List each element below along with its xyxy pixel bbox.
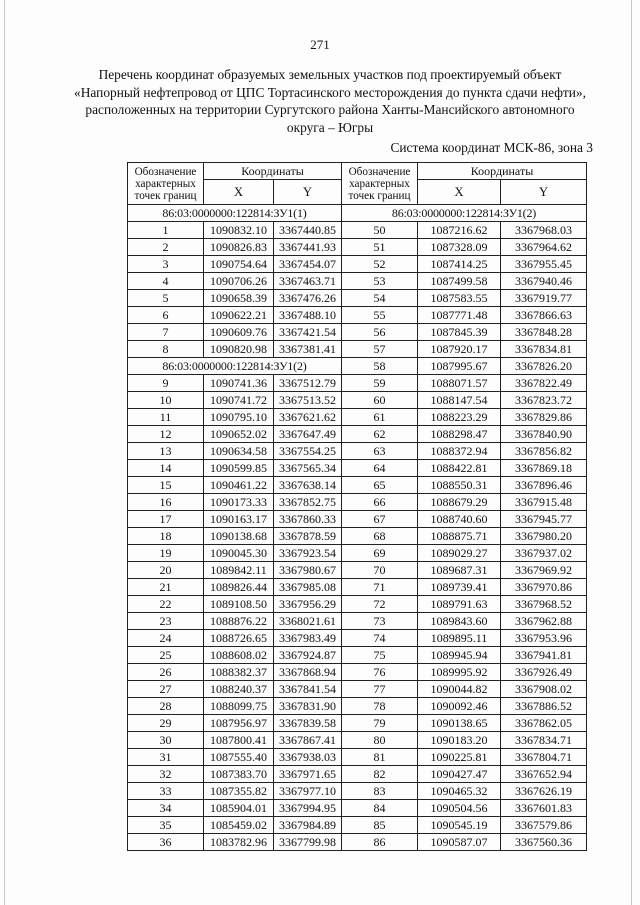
coord-x-right: 1087414.25 bbox=[418, 256, 501, 273]
coord-x-right: 1088372.94 bbox=[418, 443, 501, 460]
point-number-left: 33 bbox=[128, 783, 204, 800]
point-number-right: 53 bbox=[342, 273, 418, 290]
coord-x-left: 1090622.21 bbox=[204, 307, 274, 324]
table-row bbox=[128, 664, 587, 681]
coord-x-right: 1088740.60 bbox=[418, 511, 501, 528]
header-y-right: Y bbox=[501, 180, 587, 205]
coord-y-right: 3367896.46 bbox=[501, 477, 587, 494]
coord-y-right: 3367941.81 bbox=[501, 647, 587, 664]
coord-x-right: 1088422.81 bbox=[418, 460, 501, 477]
table-row bbox=[128, 426, 587, 443]
point-number-left: 23 bbox=[128, 613, 204, 630]
table-row bbox=[128, 205, 587, 222]
coord-y-right: 3367953.96 bbox=[501, 630, 587, 647]
point-number-right: 83 bbox=[342, 783, 418, 800]
point-number-right: 73 bbox=[342, 613, 418, 630]
coord-y-right: 3367829.86 bbox=[501, 409, 587, 426]
point-number-right: 52 bbox=[342, 256, 418, 273]
coord-y-right: 3367937.02 bbox=[501, 545, 587, 562]
point-number-right: 64 bbox=[342, 460, 418, 477]
coord-x-left: 1088099.75 bbox=[204, 698, 274, 715]
coord-x-left: 1089826.44 bbox=[204, 579, 274, 596]
point-number-left: 1 bbox=[128, 222, 204, 239]
coord-y-right: 3367866.63 bbox=[501, 307, 587, 324]
coord-x-left: 1083782.96 bbox=[204, 834, 274, 851]
coord-y-left: 3367565.34 bbox=[274, 460, 342, 477]
coord-x-left: 1088726.65 bbox=[204, 630, 274, 647]
coord-x-left: 1090045.30 bbox=[204, 545, 274, 562]
coord-x-left: 1090634.58 bbox=[204, 443, 274, 460]
coord-y-left: 3367441.93 bbox=[274, 239, 342, 256]
point-number-right: 71 bbox=[342, 579, 418, 596]
coord-x-right: 1090587.07 bbox=[418, 834, 501, 851]
coord-x-right: 1089995.92 bbox=[418, 664, 501, 681]
coord-y-right: 3367840.90 bbox=[501, 426, 587, 443]
coord-y-left: 3367647.49 bbox=[274, 426, 342, 443]
coordinates-table bbox=[127, 162, 587, 851]
point-number-left: 29 bbox=[128, 715, 204, 732]
coord-y-right: 3367968.52 bbox=[501, 596, 587, 613]
table-row bbox=[128, 783, 587, 800]
coord-y-right: 3367969.92 bbox=[501, 562, 587, 579]
coord-y-left: 3367994.95 bbox=[274, 800, 342, 817]
table-row bbox=[128, 698, 587, 715]
point-number-left: 14 bbox=[128, 460, 204, 477]
point-number-left: 25 bbox=[128, 647, 204, 664]
point-number-right: 57 bbox=[342, 341, 418, 358]
point-number-right: 60 bbox=[342, 392, 418, 409]
coord-y-right: 3367652.94 bbox=[501, 766, 587, 783]
coord-x-left: 1088382.37 bbox=[204, 664, 274, 681]
coord-x-right: 1088071.57 bbox=[418, 375, 501, 392]
point-number-right: 59 bbox=[342, 375, 418, 392]
coord-y-right: 3367980.20 bbox=[501, 528, 587, 545]
coord-x-right: 1088223.29 bbox=[418, 409, 501, 426]
point-number-left: 19 bbox=[128, 545, 204, 562]
coord-y-right: 3367560.36 bbox=[501, 834, 587, 851]
coord-y-left: 3367513.52 bbox=[274, 392, 342, 409]
table-row bbox=[128, 834, 587, 851]
coord-x-right: 1089029.27 bbox=[418, 545, 501, 562]
coord-y-right: 3367940.46 bbox=[501, 273, 587, 290]
table-row bbox=[128, 239, 587, 256]
point-number-right: 74 bbox=[342, 630, 418, 647]
table-row bbox=[128, 477, 587, 494]
coord-x-right: 1089895.11 bbox=[418, 630, 501, 647]
coord-x-right: 1090183.20 bbox=[418, 732, 501, 749]
coord-x-left: 1090832.10 bbox=[204, 222, 274, 239]
coord-x-left: 1090820.98 bbox=[204, 341, 274, 358]
coord-y-right: 3367626.19 bbox=[501, 783, 587, 800]
point-number-left: 12 bbox=[128, 426, 204, 443]
title-line: «Напорный нефтепровод от ЦПС Тортасинского месторождения до пункта сдачи нефти», bbox=[74, 84, 586, 100]
coordinate-system-label: Система координат МСК-86, зона 3 bbox=[390, 140, 593, 155]
coord-y-left: 3367621.62 bbox=[274, 409, 342, 426]
coord-x-right: 1087995.67 bbox=[418, 358, 501, 375]
point-number-right: 51 bbox=[342, 239, 418, 256]
coord-x-right: 1089945.94 bbox=[418, 647, 501, 664]
coord-y-left: 3367476.26 bbox=[274, 290, 342, 307]
coord-x-left: 1087956.97 bbox=[204, 715, 274, 732]
coord-y-right: 3367579.86 bbox=[501, 817, 587, 834]
coord-x-left: 1087355.82 bbox=[204, 783, 274, 800]
coord-x-left: 1089108.50 bbox=[204, 596, 274, 613]
coord-x-left: 1090706.26 bbox=[204, 273, 274, 290]
point-number-right: 81 bbox=[342, 749, 418, 766]
title-line: Перечень координат образуемых земельных участков под проектируемый объект bbox=[98, 67, 562, 82]
coord-y-left: 3367868.94 bbox=[274, 664, 342, 681]
coord-x-right: 1087328.09 bbox=[418, 239, 501, 256]
coord-x-right: 1089687.31 bbox=[418, 562, 501, 579]
point-number-right: 50 bbox=[342, 222, 418, 239]
point-number-left: 36 bbox=[128, 834, 204, 851]
coord-x-right: 1088550.31 bbox=[418, 477, 501, 494]
coord-y-right: 3367856.82 bbox=[501, 443, 587, 460]
section-label-right: 86:03:0000000:122814:ЗУ1(2) bbox=[342, 205, 587, 222]
point-number-right: 78 bbox=[342, 698, 418, 715]
table-row bbox=[128, 681, 587, 698]
table-row bbox=[128, 375, 587, 392]
coord-x-left: 1090741.36 bbox=[204, 375, 274, 392]
coord-y-right: 3367848.28 bbox=[501, 324, 587, 341]
point-number-left: 22 bbox=[128, 596, 204, 613]
table-row bbox=[128, 341, 587, 358]
coord-y-left: 3367860.33 bbox=[274, 511, 342, 528]
coord-x-right: 1087845.39 bbox=[418, 324, 501, 341]
coord-x-left: 1088608.02 bbox=[204, 647, 274, 664]
point-number-left: 13 bbox=[128, 443, 204, 460]
table-row bbox=[128, 511, 587, 528]
coord-y-left: 3367956.29 bbox=[274, 596, 342, 613]
coord-y-right: 3367869.18 bbox=[501, 460, 587, 477]
point-number-right: 56 bbox=[342, 324, 418, 341]
coord-y-left: 3367841.54 bbox=[274, 681, 342, 698]
point-number-right: 58 bbox=[342, 358, 418, 375]
coord-x-right: 1090504.56 bbox=[418, 800, 501, 817]
point-number-right: 72 bbox=[342, 596, 418, 613]
point-number-right: 76 bbox=[342, 664, 418, 681]
coord-y-right: 3367962.88 bbox=[501, 613, 587, 630]
point-number-right: 68 bbox=[342, 528, 418, 545]
table-row bbox=[128, 749, 587, 766]
coord-y-left: 3367971.65 bbox=[274, 766, 342, 783]
coord-y-right: 3367926.49 bbox=[501, 664, 587, 681]
coord-y-right: 3367822.49 bbox=[501, 375, 587, 392]
coord-y-right: 3367915.48 bbox=[501, 494, 587, 511]
table-row bbox=[128, 613, 587, 630]
coord-y-left: 3367852.75 bbox=[274, 494, 342, 511]
table-row bbox=[128, 579, 587, 596]
coord-x-left: 1090795.10 bbox=[204, 409, 274, 426]
scan-edge-right bbox=[631, 0, 632, 905]
coord-y-left: 3367463.71 bbox=[274, 273, 342, 290]
section-label-left: 86:03:0000000:122814:ЗУ1(1) bbox=[128, 205, 342, 222]
coord-y-right: 3367908.02 bbox=[501, 681, 587, 698]
coord-x-right: 1087920.17 bbox=[418, 341, 501, 358]
coord-x-right: 1089739.41 bbox=[418, 579, 501, 596]
coord-y-right: 3367601.83 bbox=[501, 800, 587, 817]
table-row bbox=[128, 409, 587, 426]
coord-x-right: 1090044.82 bbox=[418, 681, 501, 698]
table-row bbox=[128, 307, 587, 324]
point-number-left: 5 bbox=[128, 290, 204, 307]
point-number-right: 70 bbox=[342, 562, 418, 579]
coord-x-left: 1090173.33 bbox=[204, 494, 274, 511]
table-row bbox=[128, 222, 587, 239]
header-coordinates-right: Координаты bbox=[418, 163, 587, 180]
coord-x-left: 1089842.11 bbox=[204, 562, 274, 579]
point-number-right: 82 bbox=[342, 766, 418, 783]
table-row bbox=[128, 817, 587, 834]
point-number-left: 8 bbox=[128, 341, 204, 358]
point-number-left: 16 bbox=[128, 494, 204, 511]
point-number-left: 9 bbox=[128, 375, 204, 392]
point-number-left: 35 bbox=[128, 817, 204, 834]
coord-x-right: 1087499.58 bbox=[418, 273, 501, 290]
point-number-right: 67 bbox=[342, 511, 418, 528]
point-number-left: 32 bbox=[128, 766, 204, 783]
point-number-left: 3 bbox=[128, 256, 204, 273]
point-number-right: 69 bbox=[342, 545, 418, 562]
document-title bbox=[60, 66, 600, 136]
coord-y-left: 3367638.14 bbox=[274, 477, 342, 494]
coord-x-right: 1090465.32 bbox=[418, 783, 501, 800]
point-number-right: 63 bbox=[342, 443, 418, 460]
table-row bbox=[128, 528, 587, 545]
point-number-left: 30 bbox=[128, 732, 204, 749]
point-number-left: 26 bbox=[128, 664, 204, 681]
coord-x-left: 1085904.01 bbox=[204, 800, 274, 817]
coord-x-right: 1089843.60 bbox=[418, 613, 501, 630]
scan-edge-left bbox=[4, 0, 5, 905]
table-row bbox=[128, 596, 587, 613]
coord-x-right: 1088147.54 bbox=[418, 392, 501, 409]
coord-x-left: 1090163.17 bbox=[204, 511, 274, 528]
coord-y-right: 3367955.45 bbox=[501, 256, 587, 273]
coord-y-left: 3367985.08 bbox=[274, 579, 342, 596]
table-row bbox=[128, 256, 587, 273]
title-line: расположенных на территории Сургутского района Ханты-Мансийского автономного bbox=[85, 102, 575, 117]
coord-x-right: 1090545.19 bbox=[418, 817, 501, 834]
coord-y-left: 3367488.10 bbox=[274, 307, 342, 324]
table-row bbox=[128, 732, 587, 749]
coord-y-right: 3367945.77 bbox=[501, 511, 587, 528]
table-row bbox=[128, 358, 587, 375]
coord-y-left: 3367799.98 bbox=[274, 834, 342, 851]
coord-x-right: 1090225.81 bbox=[418, 749, 501, 766]
table-row bbox=[128, 443, 587, 460]
point-number-right: 54 bbox=[342, 290, 418, 307]
table-row bbox=[128, 766, 587, 783]
point-number-left: 10 bbox=[128, 392, 204, 409]
point-number-left: 17 bbox=[128, 511, 204, 528]
header-coordinates-left: Координаты bbox=[204, 163, 342, 180]
coord-y-left: 3367923.54 bbox=[274, 545, 342, 562]
coord-y-right: 3367968.03 bbox=[501, 222, 587, 239]
point-number-left: 20 bbox=[128, 562, 204, 579]
point-number-left: 11 bbox=[128, 409, 204, 426]
coord-y-right: 3367919.77 bbox=[501, 290, 587, 307]
header-point-right: Обозначение характерных точек границ bbox=[342, 163, 418, 205]
table-row bbox=[128, 324, 587, 341]
coord-x-right: 1090138.65 bbox=[418, 715, 501, 732]
coord-x-left: 1088876.22 bbox=[204, 613, 274, 630]
coord-x-left: 1085459.02 bbox=[204, 817, 274, 834]
coord-y-left: 3367980.67 bbox=[274, 562, 342, 579]
coord-x-left: 1090609.76 bbox=[204, 324, 274, 341]
coord-y-left: 3367878.59 bbox=[274, 528, 342, 545]
point-number-right: 62 bbox=[342, 426, 418, 443]
point-number-left: 24 bbox=[128, 630, 204, 647]
coord-y-left: 3367440.85 bbox=[274, 222, 342, 239]
point-number-left: 15 bbox=[128, 477, 204, 494]
coord-x-left: 1088240.37 bbox=[204, 681, 274, 698]
coord-x-left: 1090599.85 bbox=[204, 460, 274, 477]
coord-x-left: 1090741.72 bbox=[204, 392, 274, 409]
coord-y-left: 3367938.03 bbox=[274, 749, 342, 766]
header-y-left: Y bbox=[274, 180, 342, 205]
point-number-right: 55 bbox=[342, 307, 418, 324]
coord-y-right: 3367826.20 bbox=[501, 358, 587, 375]
point-number-left: 18 bbox=[128, 528, 204, 545]
coord-y-left: 3367831.90 bbox=[274, 698, 342, 715]
coord-x-right: 1087771.48 bbox=[418, 307, 501, 324]
coord-y-left: 3368021.61 bbox=[274, 613, 342, 630]
coord-y-left: 3367381.41 bbox=[274, 341, 342, 358]
coord-y-left: 3367984.89 bbox=[274, 817, 342, 834]
coord-x-right: 1087216.62 bbox=[418, 222, 501, 239]
table-row bbox=[128, 630, 587, 647]
coord-y-left: 3367867.41 bbox=[274, 732, 342, 749]
coord-x-left: 1090138.68 bbox=[204, 528, 274, 545]
point-number-right: 75 bbox=[342, 647, 418, 664]
coord-y-left: 3367977.10 bbox=[274, 783, 342, 800]
coord-y-left: 3367454.07 bbox=[274, 256, 342, 273]
coord-y-right: 3367834.81 bbox=[501, 341, 587, 358]
header-x-right: X bbox=[418, 180, 501, 205]
point-number-right: 86 bbox=[342, 834, 418, 851]
coord-x-left: 1087555.40 bbox=[204, 749, 274, 766]
header-point-left: Обозначение характерных точек границ bbox=[128, 163, 204, 205]
coord-x-right: 1089791.63 bbox=[418, 596, 501, 613]
point-number-left: 21 bbox=[128, 579, 204, 596]
table-row bbox=[128, 460, 587, 477]
coord-y-right: 3367834.71 bbox=[501, 732, 587, 749]
coord-y-right: 3367862.05 bbox=[501, 715, 587, 732]
point-number-left: 28 bbox=[128, 698, 204, 715]
point-number-right: 66 bbox=[342, 494, 418, 511]
coord-x-left: 1090658.39 bbox=[204, 290, 274, 307]
table-row bbox=[128, 562, 587, 579]
point-number-left: 27 bbox=[128, 681, 204, 698]
page-number: 271 bbox=[310, 37, 330, 52]
coord-y-right: 3367970.86 bbox=[501, 579, 587, 596]
coord-x-left: 1090826.83 bbox=[204, 239, 274, 256]
table-row bbox=[128, 715, 587, 732]
coord-y-right: 3367964.62 bbox=[501, 239, 587, 256]
coord-x-left: 1087383.70 bbox=[204, 766, 274, 783]
coord-y-left: 3367839.58 bbox=[274, 715, 342, 732]
table-row bbox=[128, 392, 587, 409]
coord-x-right: 1088679.29 bbox=[418, 494, 501, 511]
point-number-left: 6 bbox=[128, 307, 204, 324]
coord-y-left: 3367924.87 bbox=[274, 647, 342, 664]
coord-x-right: 1088298.47 bbox=[418, 426, 501, 443]
table-body bbox=[128, 205, 587, 851]
point-number-right: 84 bbox=[342, 800, 418, 817]
point-number-right: 80 bbox=[342, 732, 418, 749]
point-number-left: 34 bbox=[128, 800, 204, 817]
coord-x-left: 1087800.41 bbox=[204, 732, 274, 749]
coord-y-right: 3367804.71 bbox=[501, 749, 587, 766]
title-line: округа – Югры bbox=[286, 119, 374, 135]
coord-y-left: 3367983.49 bbox=[274, 630, 342, 647]
coord-x-left: 1090461.22 bbox=[204, 477, 274, 494]
coord-y-left: 3367512.79 bbox=[274, 375, 342, 392]
coord-x-right: 1088875.71 bbox=[418, 528, 501, 545]
point-number-left: 2 bbox=[128, 239, 204, 256]
point-number-right: 79 bbox=[342, 715, 418, 732]
point-number-left: 4 bbox=[128, 273, 204, 290]
table-row bbox=[128, 290, 587, 307]
coord-x-right: 1090427.47 bbox=[418, 766, 501, 783]
header-x-left: X bbox=[204, 180, 274, 205]
coord-y-left: 3367554.25 bbox=[274, 443, 342, 460]
table-row bbox=[128, 273, 587, 290]
table-row bbox=[128, 647, 587, 664]
point-number-left: 7 bbox=[128, 324, 204, 341]
point-number-right: 61 bbox=[342, 409, 418, 426]
coord-y-left: 3367421.54 bbox=[274, 324, 342, 341]
coord-x-left: 1090754.64 bbox=[204, 256, 274, 273]
point-number-left: 31 bbox=[128, 749, 204, 766]
coord-x-right: 1087583.55 bbox=[418, 290, 501, 307]
coord-x-right: 1090092.46 bbox=[418, 698, 501, 715]
coord-y-right: 3367823.72 bbox=[501, 392, 587, 409]
point-number-right: 85 bbox=[342, 817, 418, 834]
coord-y-right: 3367886.52 bbox=[501, 698, 587, 715]
coord-x-left: 1090652.02 bbox=[204, 426, 274, 443]
table-row bbox=[128, 545, 587, 562]
table-row bbox=[128, 800, 587, 817]
point-number-right: 65 bbox=[342, 477, 418, 494]
section-label-left: 86:03:0000000:122814:ЗУ1(2) bbox=[128, 358, 342, 375]
point-number-right: 77 bbox=[342, 681, 418, 698]
table-row bbox=[128, 494, 587, 511]
